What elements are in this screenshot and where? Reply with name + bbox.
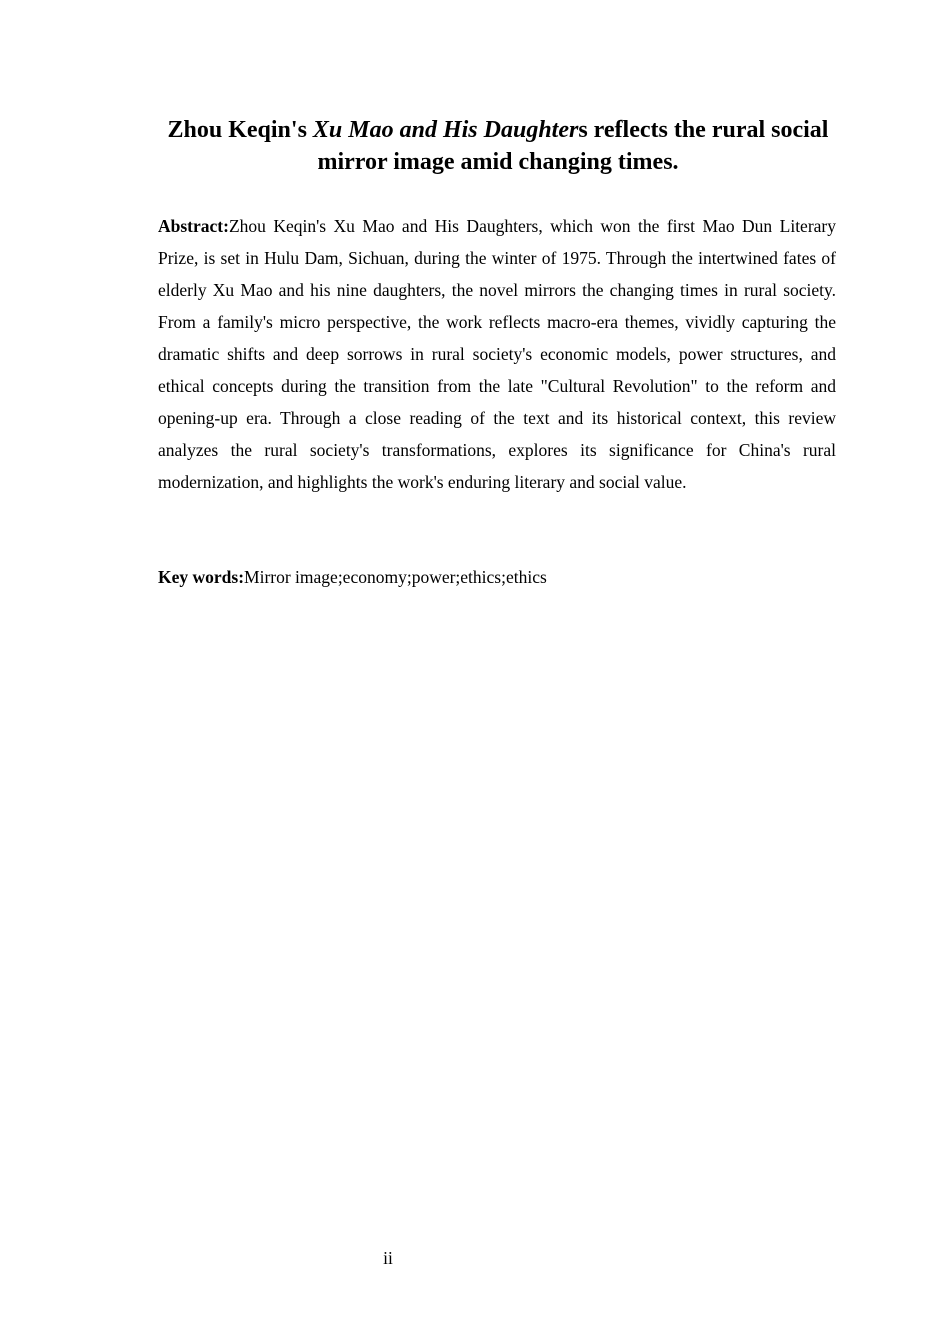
keywords-line bbox=[158, 563, 836, 591]
title-italic-work-name: Xu Mao and His Daughter bbox=[312, 117, 579, 143]
title-part-1: Zhou Keqin's bbox=[167, 117, 313, 143]
title-part-2: s reflects the rural social mirror image amid changing times. bbox=[317, 117, 829, 175]
abstract-paragraph bbox=[158, 210, 836, 498]
abstract-text: Zhou Keqin's Xu Mao and His Daughters, which won the first Mao Dun Literary Prize, is set in Hulu Dam, Sichuan, during the winter of 1975. Through the intertwined fates of elderly Xu Mao and his nine daughters, the novel mirrors the changing times in rural society. From a family's micro perspective, the work reflects macro-era themes, vividly capturing the dramatic shifts and deep sorrows in rural society's economic models, power structures, and ethical concepts during the transition from the late "Cultural Revolution" to the reform and opening-up era. Through a close reading of the text and its historical context, this review analyzes the rural society's transformations, explores its significance for China's rural modernization, and highlights the work's enduring literary and social value. bbox=[158, 216, 836, 492]
keywords-label: Key words: bbox=[158, 567, 245, 587]
abstract-label: Abstract: bbox=[158, 216, 229, 236]
keywords-text: Mirror image;economy;power;ethics;ethics bbox=[244, 567, 547, 587]
page-number: ii bbox=[383, 1248, 393, 1268]
paper-title bbox=[158, 114, 838, 178]
